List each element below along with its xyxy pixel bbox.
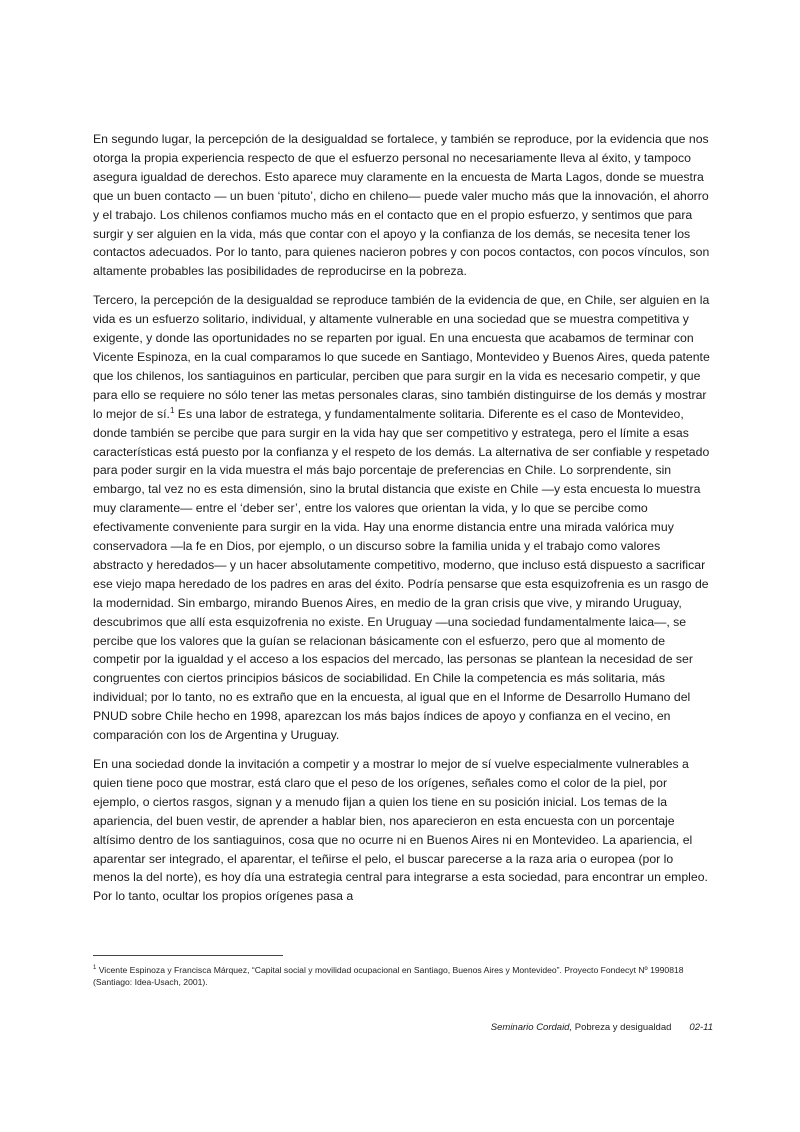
paragraph-1: En segundo lugar, la percepción de la desigualdad se fortalece, y también se reproduce, por la evidencia que nos otorga la propia experiencia respecto de que el esfuerzo personal no necesariamente lleva al éxito, y tampoco asegura igualdad de derechos. Esto aparece muy claramente en la encuesta de Marta Lagos, donde se muestra que un buen contacto — un buen ‘pituto’, dicho en chileno— puede valer mucho más que la innovación, el ahorro y el trabajo. Los chilenos confiamos mucho más en el contacto que en el propio esfuerzo, y sentimos que para surgir y ser alguien en la vida, más que contar con el apoyo y la confianza de los demás, se necesita tener los contactos adecuados. Por lo tanto, para quienes nacieron pobres y con pocos contactos, con pocos vínculos, son altamente probables las posibilidades de reproducirse en la pobreza.: [93, 132, 710, 279]
footnote-separator: [93, 955, 283, 956]
footnote-number: 1: [93, 965, 97, 971]
body-text: [93, 130, 713, 916]
paragraph-3: En una sociedad donde la invitación a competir y a mostrar lo mejor de sí vuelve especialmente vulnerables a quien tiene poco que mostrar, está claro que el peso de los orígenes, señales como el color de la piel, por ejemplo, o ciertos rasgos, signan y a menudo fijan a quien los tiene en su posición inicial. Los temas de la apariencia, del buen vestir, de aprender a hablar bien, nos aparecieron en esta encuesta con un porcentaje altísimo dentro de los santiaguinos, cosa que no ocurre ni en Buenos Aires ni en Montevideo. La apariencia, el aparentar ser integrado, el aparentar, el teñirse el pelo, el buscar parecerse a la raza aria o europea (por lo menos la del norte), es hoy día una estrategia central para integrarse a esta sociedad, para encontrar un empleo. Por lo tanto, ocultar los propios orígenes pasa a: [93, 757, 708, 904]
footer-series: Seminario Cordaid,: [490, 1022, 575, 1033]
paragraph-2-text-b: Es una labor de estratega, y fundamentalmente solitaria. Diferente es el caso de Montevideo, donde también se percibe que para surgir en la vida hay que ser competitivo y estratega, pero el límite a esas características está puesto por la confianza y el respeto de los demás. La alternativa de ser confiable y respetado para poder surgir en la vida muestra el más bajo porcentaje de preferencias en Chile. Lo sorprendente, sin embargo, tal vez no es esta dimensión, sino la brutal distancia que existe en Chile —y esta encuesta lo muestra muy claramente— entre el ‘deber ser’, entre los valores que orientan la vida, y lo que se percibe como efectivamente conveniente para surgir en la vida. Hay una enorme distancia entre una mirada valórica muy conservadora —la fe en Dios, por ejemplo, o un discurso sobre la familia unida y el trabajo como valores abstracto y heredados— y un hacer absolutamente competitivo, moderno, que incluso está dispuesto a sacrificar ese viejo mapa heredado de los padres en aras del éxito. Podría pensarse que esta esquizofrenia es un rasgo de la modernidad. Sin embargo, mirando Buenos Aires, en medio de la gran crisis que vive, y mirando Uruguay, descubrimos que allí esta esquizofrenia no existe. En Uruguay —una sociedad fundamentalmente laica—, se percibe que los valores que la guían se relacionan básicamente con el esfuerzo, pero que al momento de competir por la igualdad y el acceso a los espacios del mercado, las personas se plantean la necesidad de ser congruentes con ciertos principios básicos de sociabilidad. En Chile la competencia es más solitaria, más individual; por lo tanto, no es extraño que en la encuesta, al igual que en el Informe de Desarrollo Humano del PNUD sobre Chile hecho en 1998, aparezcan los más bajos índices de apoyo y confianza en el vecino, en comparación con los de Argentina y Uruguay.: [93, 406, 710, 743]
footer-publication: Pobreza y desigualdad: [574, 1022, 672, 1033]
footnote-reference[interactable]: 1: [169, 405, 175, 415]
paragraph-2: [93, 291, 713, 745]
footnote-text: Vicente Espinoza y Francisca Márquez, “Capital social y movilidad ocupacional en Santiago, Buenos Aires y Montevideo”. Proyecto Fondecyt Nº 1990818 (Santiago: Idea-Usach, 2001).: [93, 964, 684, 988]
page-number: 02-11: [689, 1022, 713, 1033]
running-footer: [93, 1022, 713, 1033]
footnote: [93, 962, 713, 989]
paragraph-2-text-a: Tercero, la percepción de la desigualdad se reproduce también de la evidencia de que, en Chile, ser alguien en la vida es un esfuerzo solitario, individual, y altamente vulnerable en una sociedad que se muestra competitiva y exigente, y donde las oportunidades no se reparten por igual. En una encuesta que acabamos de terminar con Vicente Espinoza, en la cual comparamos lo que sucede en Santiago, Montevideo y Buenos Aires, queda patente que los chilenos, los santiaguinos en particular, perciben que para surgir en la vida es necesario competir, y que para ello se requiere no sólo tener las metas personales claras, sino también distinguirse de los demás y mostrar lo mejor de sí.: [93, 293, 710, 421]
